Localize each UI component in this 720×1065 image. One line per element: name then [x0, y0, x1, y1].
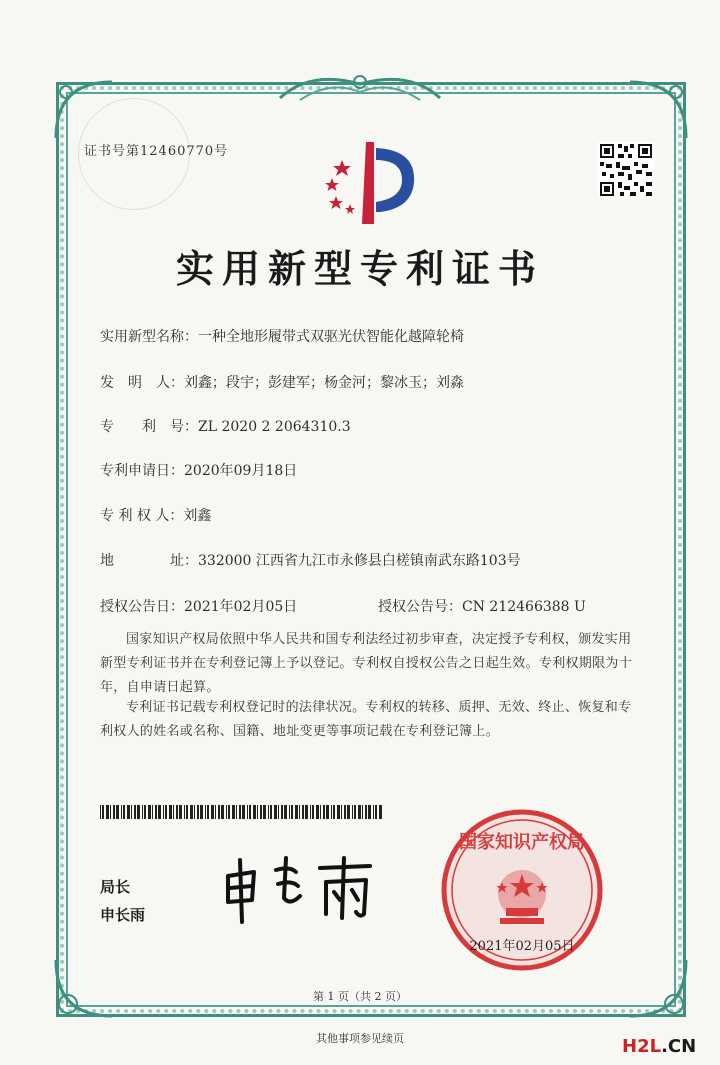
inventors-value: 刘鑫；段宇；彭建军；杨金河；黎冰玉；刘淼 [184, 375, 464, 391]
patent-number-label: 专 利 号： [100, 419, 198, 435]
barcode-bar [333, 805, 335, 819]
official-red-seal-icon [440, 808, 604, 972]
barcode-bar [127, 805, 130, 819]
continued-note: 其他事项参见续页 [316, 1032, 404, 1045]
barcode-bar [362, 805, 363, 819]
application-date-value: 2020年09月18日 [184, 463, 298, 479]
barcode-bar [289, 805, 290, 819]
application-date-row [100, 460, 297, 480]
barcode-bar [281, 805, 283, 819]
barcode-bar [253, 805, 256, 819]
bureau-title: 局长 [100, 878, 131, 896]
legal-paragraph-2: 专利证书记载专利权登记时的法律状况。专利权的转移、质押、无效、终止、恢复和专利权人的姓名或名称、国籍、地址变更等事项记载在专利登记簿上。 [100, 700, 632, 739]
barcode-bar [249, 805, 251, 819]
barcode-bar [368, 805, 371, 819]
certificate-title: 实用新型专利证书 [175, 246, 544, 291]
barcode-bar [148, 805, 151, 819]
barcode-bar [137, 805, 140, 819]
barcode-bar [331, 805, 332, 819]
barcode-bar [207, 805, 209, 819]
barcode-bar [270, 805, 272, 819]
grant-announcement-date-row [100, 596, 297, 616]
inventors-label: 发 明 人： [100, 375, 184, 391]
utility-model-name-label: 实用新型名称： [100, 329, 198, 345]
barcode-bar [274, 805, 277, 819]
patentee-row [100, 505, 211, 525]
barcode-bar [176, 805, 178, 819]
barcode-bar [310, 805, 311, 819]
barcode-bar [295, 805, 298, 819]
barcode-bar [379, 805, 382, 819]
cnipa-logo-icon [316, 138, 426, 234]
barcode-bar [347, 805, 350, 819]
barcode-bar [184, 805, 185, 819]
barcode-bar [278, 805, 279, 819]
barcode-bar [218, 805, 220, 819]
barcode-bar [205, 805, 206, 819]
barcode-bar [155, 805, 157, 819]
barcode-bar [165, 805, 167, 819]
barcode-bar [337, 805, 340, 819]
barcode-bar [197, 805, 199, 819]
barcode-icon [100, 805, 382, 819]
barcode-bar [113, 805, 115, 819]
barcode-bar [173, 805, 174, 819]
patent-number-value: ZL 2020 2 2064310.3 [198, 419, 351, 435]
barcode-bar [179, 805, 182, 819]
barcode-bar [320, 805, 321, 819]
watermark-brand-a: H2L [622, 1036, 662, 1057]
barcode-bar [226, 805, 227, 819]
director-signature-icon [220, 848, 380, 928]
barcode-bar [284, 805, 287, 819]
barcode-bar [312, 805, 314, 819]
barcode-bar [239, 805, 241, 819]
barcode-bar [158, 805, 161, 819]
barcode-bar [247, 805, 248, 819]
barcode-bar [365, 805, 367, 819]
patent-number-row [100, 416, 351, 436]
grant-announcement-number-label: 授权公告号： [378, 599, 462, 615]
barcode-bar [131, 805, 132, 819]
utility-model-name-value: 一种全地形履带式双驱光伏智能化越障轮椅 [198, 329, 464, 345]
barcode-bar [169, 805, 172, 819]
bureau-director-name: 申长雨 [100, 906, 146, 924]
certificate-number: 证书号第12460770号 [84, 144, 229, 159]
barcode-bar [106, 805, 109, 819]
barcode-bar [116, 805, 119, 819]
barcode-bar [291, 805, 293, 819]
watermark-brand-b: .CN [661, 1036, 697, 1057]
barcode-bar [326, 805, 329, 819]
barcode-bar [358, 805, 361, 819]
barcode-bar [263, 805, 266, 819]
application-date-label: 专利申请日： [100, 463, 184, 479]
barcode-bar [302, 805, 304, 819]
barcode-bar [211, 805, 214, 819]
barcode-bar [341, 805, 342, 819]
grant-announcement-date-value: 2021年02月05日 [184, 599, 298, 615]
address-value: 332000 江西省九江市永修县白槎镇南武东路103号 [198, 553, 521, 569]
top-ornament-icon [270, 70, 450, 104]
barcode-bar [232, 805, 235, 819]
patentee-label: 专 利 权 人： [100, 508, 184, 524]
seal-text: 国家知识产权局 [459, 832, 585, 853]
barcode-bar [228, 805, 230, 819]
barcode-bar [344, 805, 346, 819]
legal-paragraph-1: 国家知识产权局依照中华人民共和国专利法经过初步审查，决定授予专利权，颁发实用新型专利证书并在专利登记簿上予以登记。专利权自授权公告之日起生效。专利权期限为十年，自申请日起算。 [100, 632, 633, 695]
corner-ornament-icon [626, 78, 690, 142]
barcode-bar [323, 805, 325, 819]
barcode-bar [260, 805, 262, 819]
barcode-bar [375, 805, 377, 819]
barcode-bar [354, 805, 356, 819]
barcode-bar [102, 805, 104, 819]
barcode-bar [194, 805, 195, 819]
grant-announcement-date-label: 授权公告日： [100, 599, 184, 615]
barcode-bar [142, 805, 143, 819]
address-row [100, 550, 521, 570]
barcode-bar [236, 805, 237, 819]
barcode-bar [257, 805, 258, 819]
qr-code-icon [598, 142, 654, 198]
barcode-bar [221, 805, 224, 819]
barcode-bar [121, 805, 122, 819]
utility-model-name-row [100, 326, 464, 346]
barcode-bar [268, 805, 269, 819]
barcode-bar [100, 805, 101, 819]
page-indicator: 第 1 页（共 2 页） [313, 990, 407, 1003]
seal-date: 2021年02月05日 [469, 939, 575, 954]
barcode-bar [200, 805, 203, 819]
inventors-row [100, 372, 464, 392]
source-watermark [622, 1036, 696, 1057]
barcode-bar [242, 805, 245, 819]
barcode-bar [316, 805, 319, 819]
address-label: 地 址： [100, 553, 198, 569]
barcode-bar [152, 805, 153, 819]
barcode-bar [352, 805, 353, 819]
barcode-bar [110, 805, 111, 819]
barcode-bar [373, 805, 374, 819]
grant-announcement-number-value: CN 212466388 U [462, 599, 586, 615]
barcode-bar [144, 805, 146, 819]
barcode-bar [215, 805, 216, 819]
barcode-bar [163, 805, 164, 819]
barcode-bar [186, 805, 188, 819]
patentee-value: 刘鑫 [183, 508, 212, 524]
grant-announcement-number-row [378, 596, 586, 616]
barcode-bar [190, 805, 193, 819]
barcode-bar [123, 805, 125, 819]
barcode-bar [134, 805, 136, 819]
barcode-bar [299, 805, 300, 819]
barcode-bar [305, 805, 308, 819]
